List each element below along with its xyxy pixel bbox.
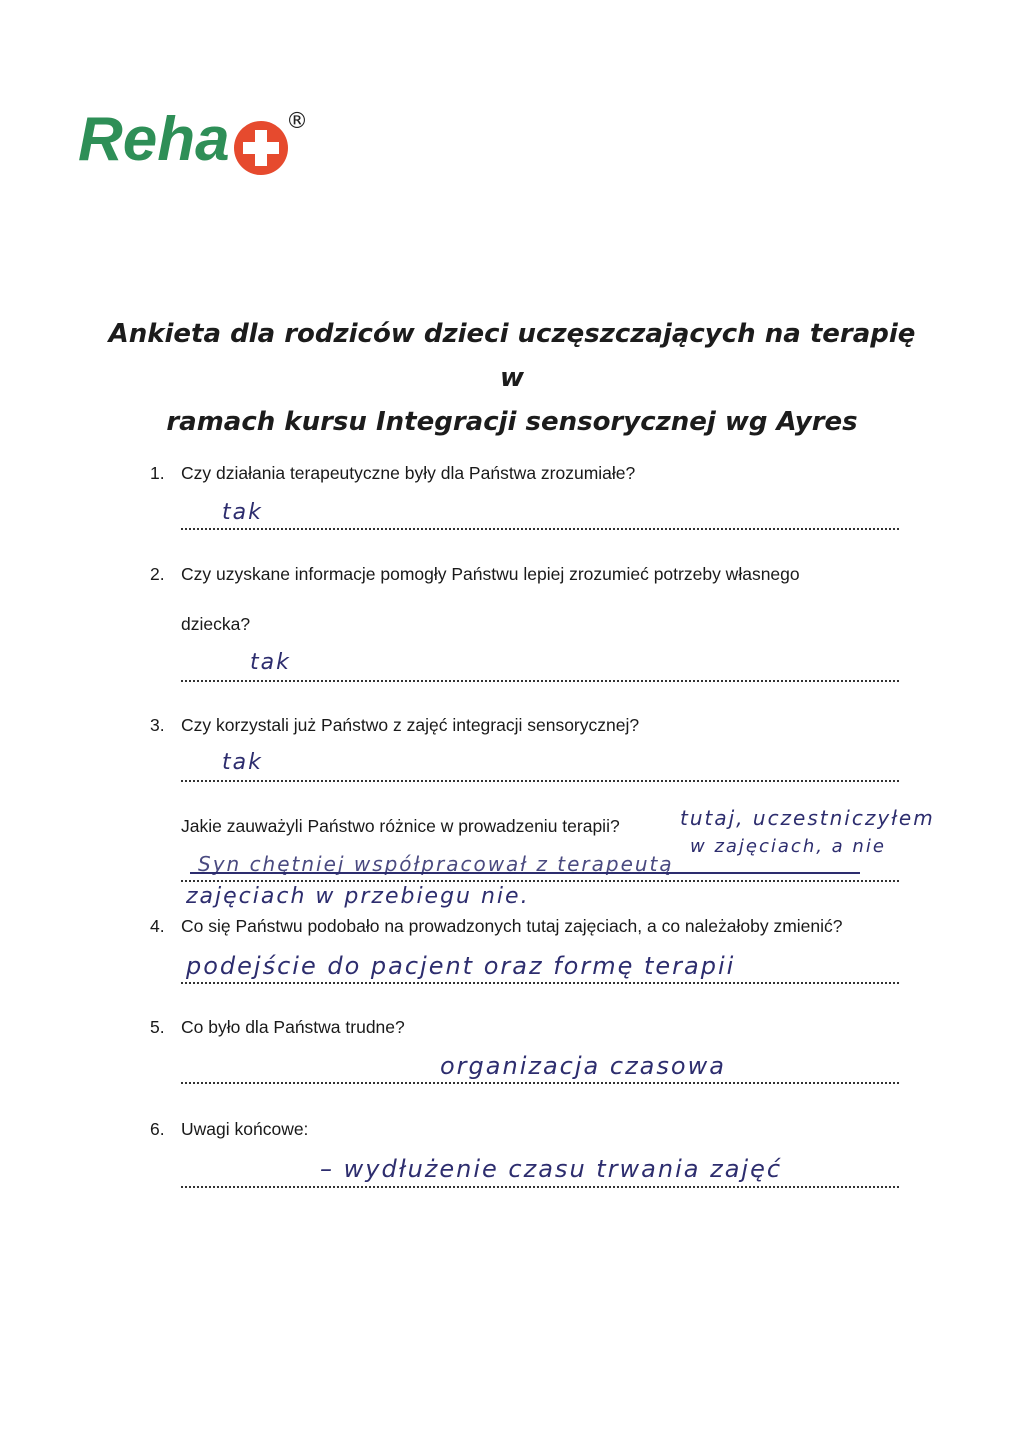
question-2 xyxy=(150,564,800,585)
question-6 xyxy=(150,1119,308,1140)
question-3 xyxy=(150,715,639,736)
handwritten-answer-6: – wydłużenie czasu trwania zajęć xyxy=(320,1155,783,1183)
handwritten-sub-answer-line-2: w zajęciach, a nie xyxy=(690,836,886,857)
handwritten-answer-2: tak xyxy=(250,650,291,675)
page-title xyxy=(100,312,924,444)
handwritten-sub-answer-line-1: tutaj, uczestniczyłem xyxy=(680,806,935,830)
question-number: 4. xyxy=(150,916,165,936)
registered-mark: ® xyxy=(286,109,308,134)
reha-logo-graphic xyxy=(78,100,318,180)
answer-line-1 xyxy=(181,528,899,530)
answer-line-4 xyxy=(181,982,899,984)
question-text: Uwagi końcowe: xyxy=(181,1119,309,1139)
answer-line-5 xyxy=(181,1082,899,1084)
question-text: Co było dla Państwa trudne? xyxy=(181,1017,405,1037)
question-number: 3. xyxy=(150,715,165,735)
question-number: 2. xyxy=(150,564,165,584)
question-text: Czy uzyskane informacje pomogły Państwu lepiej zrozumieć potrzeby własnego xyxy=(181,564,800,584)
reha-logo xyxy=(78,100,318,180)
title-line-2: ramach kursu Integracji sensorycznej wg Ayres xyxy=(166,407,858,437)
answer-line-3 xyxy=(181,780,899,782)
strikethrough-line xyxy=(190,872,860,874)
answer-line-6 xyxy=(181,1186,899,1188)
answer-line-3b xyxy=(181,880,899,882)
question-text: Czy działania terapeutyczne były dla Państwa zrozumiałe? xyxy=(181,463,636,483)
handwritten-answer-3: tak xyxy=(222,750,263,775)
question-text: Co się Państwu podobało na prowadzonych tutaj zajęciach, a co należałoby zmienić? xyxy=(181,916,843,936)
question-2-continuation: dziecka? xyxy=(181,614,251,634)
handwritten-sub-answer-line-3: zajęciach w przebiegu nie. xyxy=(186,884,530,909)
handwritten-struck-text: Syn chętniej współpracował z terapeutą xyxy=(198,852,674,876)
handwritten-answer-1: tak xyxy=(222,500,263,525)
handwritten-answer-4: podejście do pacjent oraz formę terapii xyxy=(186,952,736,980)
question-1 xyxy=(150,463,635,484)
question-number: 6. xyxy=(150,1119,165,1139)
question-5 xyxy=(150,1017,405,1038)
question-3-subquestion: Jakie zauważyli Państwo różnice w prowadzeniu terapii? xyxy=(181,816,620,836)
handwritten-answer-5: organizacja czasowa xyxy=(440,1052,726,1080)
question-number: 1. xyxy=(150,463,165,483)
question-number: 5. xyxy=(150,1017,165,1037)
question-4 xyxy=(150,916,843,937)
question-text: Czy korzystali już Państwo z zajęć integracji sensorycznej? xyxy=(181,715,640,735)
answer-line-2 xyxy=(181,680,899,682)
title-line-1: Ankieta dla rodziców dzieci uczęszczających na terapię w xyxy=(108,319,916,393)
logo-wordmark: Reha xyxy=(78,105,230,174)
